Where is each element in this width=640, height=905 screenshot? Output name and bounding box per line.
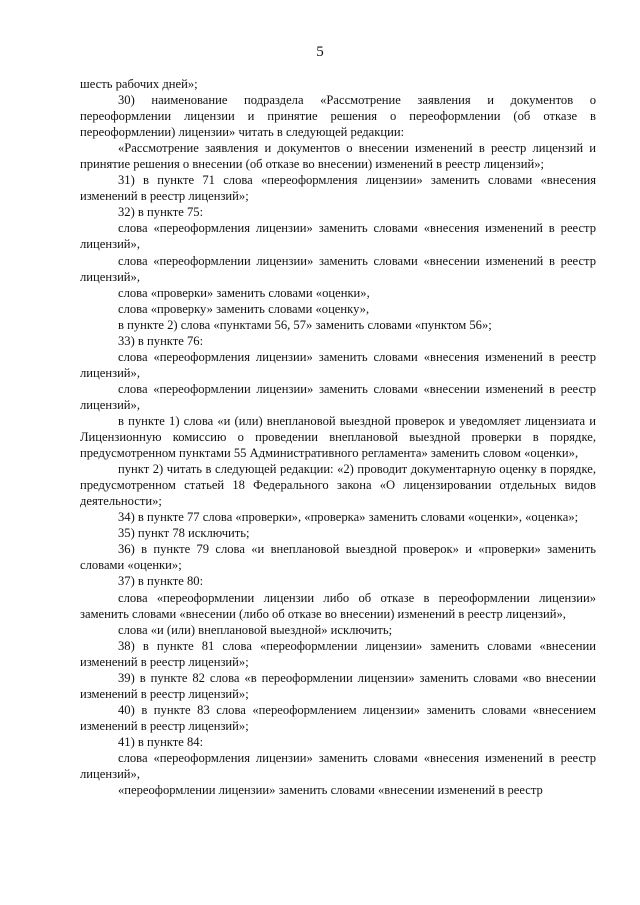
paragraph: слова «переоформлении лицензии» заменить словами «внесении изменений в реестр лицензий», (80, 381, 596, 412)
paragraph: 34) в пункте 77 слова «проверки», «проверка» заменить словами «оценки», «оценка»; (118, 510, 579, 525)
page-number: 5 (316, 44, 324, 60)
paragraph: 36) в пункте 79 слова «и внеплановой выездной проверок» и «проверки» заменить словами «оценки»; (80, 542, 596, 573)
paragraph: 37) в пункте 80: (118, 574, 204, 589)
paragraph: шесть рабочих дней»; (80, 77, 198, 91)
paragraph: 41) в пункте 84: (118, 734, 204, 749)
paragraph: 40) в пункте 83 слова «переоформлением лицензии» заменить словами «внесением изменений в реестр лицензий»; (80, 702, 596, 733)
paragraph: в пункте 2) слова «пунктами 56, 57» заменить словами «пунктом 56»; (118, 317, 492, 332)
paragraph: 35) пункт 78 исключить; (118, 526, 250, 541)
paragraph: слова «и (или) внеплановой выездной» исключить; (118, 622, 393, 637)
paragraph: пункт 2) читать в следующей редакции: «2) проводит документарную оценку в порядке, предусмотренном статьей 18 Федерального закона «О лицензировании отдельных видов деятельности»; (80, 462, 596, 509)
paragraph: 38) в пункте 81 слова «переоформлении лицензии» заменить словами «внесении изменений в реестр лицензий»; (80, 638, 596, 669)
paragraph: слова «переоформления лицензии» заменить словами «внесения изменений в реестр лицензий», (80, 349, 596, 380)
paragraph: 33) в пункте 76: (118, 333, 204, 348)
paragraph: слова «переоформлении лицензии либо об отказе в переоформлении лицензии» заменить словами «внесении (либо об отказе во внесении) изменений в реестр лицензий», (80, 590, 596, 621)
paragraph: «Рассмотрение заявления и документов о внесении изменений в реестр лицензий и принятие решения о внесении (об отказе во внесении) изменений в реестр лицензий»; (80, 141, 596, 172)
paragraph: слова «переоформлении лицензии» заменить словами «внесении изменений в реестр лицензий», (80, 253, 596, 284)
paragraph: 30) наименование подраздела «Рассмотрение заявления и документов о переоформлении лицензии и принятие решения о переоформлении (об отказе в переоформлении) лицензии» читать в следующей редакции: (80, 93, 596, 140)
paragraph: в пункте 1) слова «и (или) внеплановой выездной проверок и уведомляет лицензиата и Лицензионную комиссию о проведении внеплановой выездной проверки в порядке, предусмотренном пунктами 55 Административного регламента» заменить словом «оценки», (80, 413, 596, 461)
paragraph: 31) в пункте 71 слова «переоформления лицензии» заменить словами «внесения изменений в реестр лицензий»; (80, 173, 596, 204)
paragraph: слова «проверку» заменить словами «оценку», (118, 301, 370, 316)
paragraph: слова «переоформления лицензии» заменить словами «внесения изменений в реестр лицензий», (80, 221, 596, 252)
paragraph: «переоформлении лицензии» заменить словами «внесении изменений в реестр (118, 783, 543, 798)
paragraph: 32) в пункте 75: (118, 205, 204, 220)
paragraph: 39) в пункте 82 слова «в переоформлении лицензии» заменить словами «во внесении изменений в реестр лицензий»; (80, 670, 596, 701)
document-body (80, 76, 596, 798)
paragraph: слова «переоформления лицензии» заменить словами «внесения изменений в реестр лицензий», (80, 750, 596, 782)
paragraph: слова «проверки» заменить словами «оценки», (118, 285, 370, 300)
